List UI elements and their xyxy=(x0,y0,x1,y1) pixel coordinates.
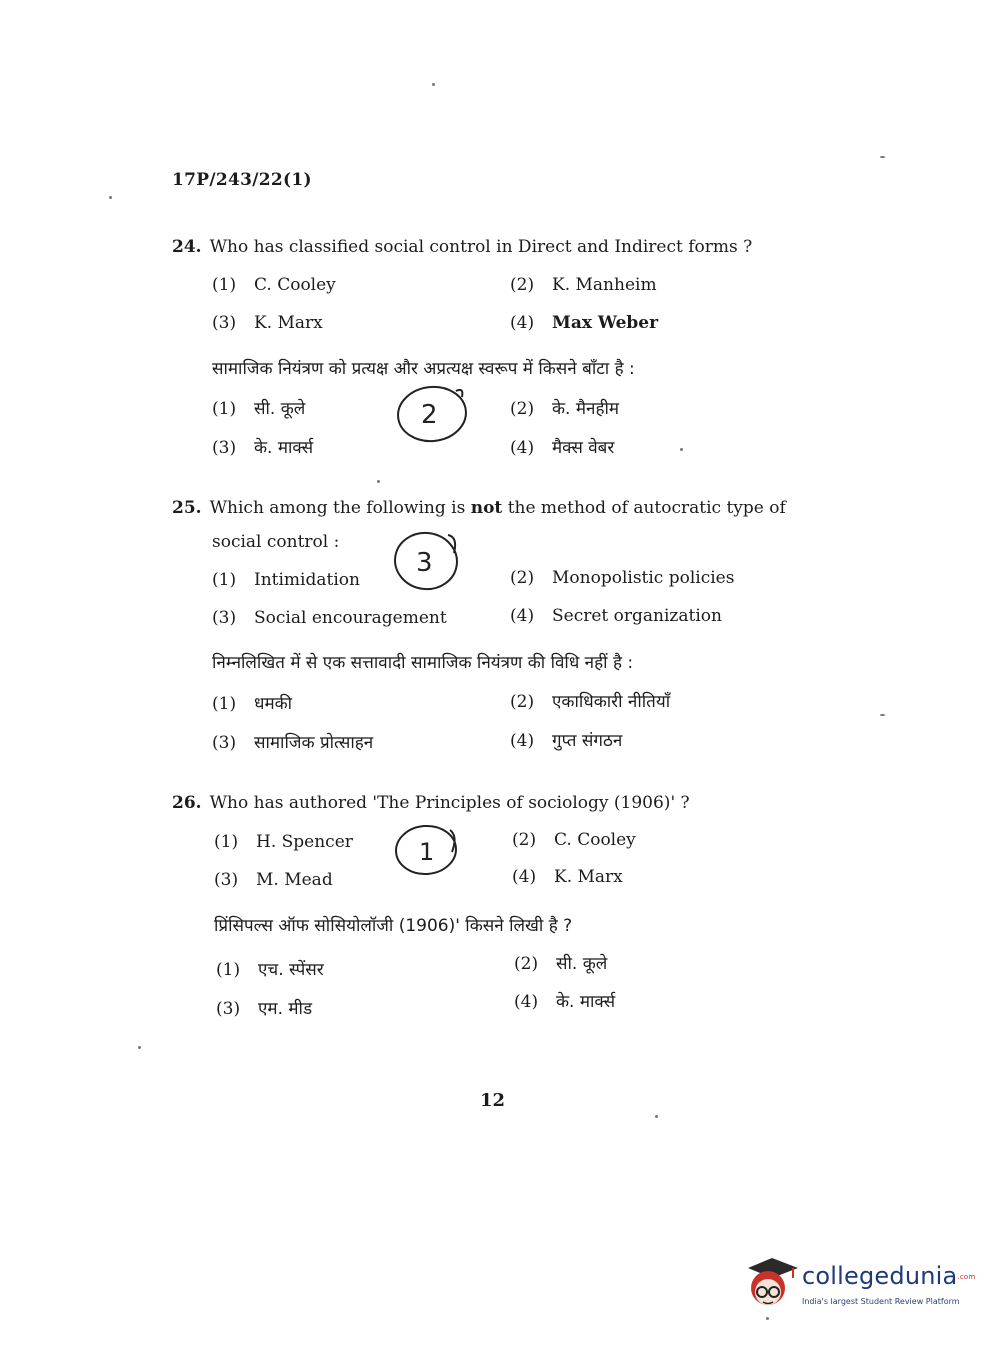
option-number: (4) xyxy=(510,606,535,626)
scan-speck xyxy=(655,1115,658,1118)
question-text: the method of autocratic type of xyxy=(507,498,786,518)
question-24-en xyxy=(172,236,752,258)
handwritten-answer-circle xyxy=(392,820,464,882)
handwritten-answer-circle xyxy=(394,383,474,445)
option-en xyxy=(214,831,353,853)
question-24-hi: सामाजिक नियंत्रण को प्रत्यक्ष और अप्रत्यक्ष स्वरूप में किसने बाँटा है : xyxy=(212,359,635,379)
scan-speck xyxy=(138,1046,141,1049)
option-text: K. Marx xyxy=(254,313,323,333)
question-text: Who has authored 'The Principles of sociology (1906)' ? xyxy=(209,793,690,813)
option-text: C. Cooley xyxy=(254,275,336,295)
option-text: एच. स्पेंसर xyxy=(258,960,324,980)
option-text: के. मार्क्स xyxy=(254,438,314,458)
question-number: 24. xyxy=(172,237,202,257)
option-number: (4) xyxy=(514,992,539,1012)
option-en xyxy=(510,312,658,334)
option-text: सी. कूले xyxy=(254,399,306,419)
option-number: (1) xyxy=(214,832,239,852)
option-number: (4) xyxy=(512,867,537,887)
option-text: मैक्स वेबर xyxy=(552,438,615,458)
option-hi xyxy=(510,398,619,420)
option-text: Secret organization xyxy=(552,606,722,626)
brand-name: collegedunia xyxy=(802,1262,958,1290)
option-number: (2) xyxy=(514,954,539,974)
option-en xyxy=(512,866,623,888)
handwritten-answer: 3 xyxy=(416,548,433,578)
question-25-hi: निम्नलिखित में से एक सत्तावादी सामाजिक नियंत्रण की विधि नहीं है : xyxy=(212,653,634,673)
option-number: (3) xyxy=(212,438,237,458)
question-26-hi: प्रिंसिपल्स ऑफ सोसियोलॉजी (1906)' किसने लिखी है ? xyxy=(214,916,573,936)
scan-speck xyxy=(377,480,380,483)
option-number: (2) xyxy=(510,568,535,588)
option-text: Social encouragement xyxy=(254,608,447,628)
option-text: धमकी xyxy=(254,694,293,714)
brand-wordmark xyxy=(802,1262,975,1290)
option-hi xyxy=(212,693,292,715)
option-en xyxy=(510,605,722,627)
option-text: Intimidation xyxy=(254,570,360,590)
option-text: M. Mead xyxy=(256,870,333,890)
option-number: (4) xyxy=(510,731,535,751)
option-hi xyxy=(514,953,607,975)
option-en xyxy=(510,274,657,296)
handwritten-answer-circle xyxy=(390,527,466,593)
option-text: K. Marx xyxy=(554,867,623,887)
option-en xyxy=(510,567,734,589)
question-emphasis: not xyxy=(470,498,503,518)
scan-speck xyxy=(880,156,885,158)
question-number: 26. xyxy=(172,793,202,813)
option-text: गुप्त संगठन xyxy=(552,731,623,751)
question-25-en xyxy=(172,497,786,519)
page-number: 12 xyxy=(480,1090,506,1111)
option-text: Monopolistic policies xyxy=(552,568,735,588)
scan-speck xyxy=(109,196,112,199)
option-number: (3) xyxy=(212,313,237,333)
scan-speck xyxy=(680,448,683,451)
option-hi xyxy=(514,991,615,1013)
option-text: Max Weber xyxy=(552,313,659,333)
option-text: के. मैनहीम xyxy=(552,399,620,419)
option-hi xyxy=(510,437,614,459)
option-hi xyxy=(216,959,324,981)
option-en xyxy=(212,607,447,629)
option-text: सामाजिक प्रोत्साहन xyxy=(254,733,374,753)
option-number: (3) xyxy=(214,870,239,890)
brand-suffix: .com xyxy=(957,1273,976,1281)
option-hi xyxy=(212,398,305,420)
option-text: एम. मीड xyxy=(258,999,313,1019)
option-number: (1) xyxy=(216,960,241,980)
option-en xyxy=(512,829,636,851)
handwritten-answer: 1 xyxy=(419,838,435,866)
option-en xyxy=(212,274,336,296)
option-number: (1) xyxy=(212,399,237,419)
option-number: (2) xyxy=(510,275,535,295)
question-text: Which among the following is xyxy=(209,498,466,518)
option-text: सी. कूले xyxy=(556,954,608,974)
question-26-en xyxy=(172,792,690,814)
option-en xyxy=(214,869,333,891)
option-hi xyxy=(510,691,670,713)
question-text: Who has classified social control in Direct and Indirect forms ? xyxy=(209,237,753,257)
option-text: K. Manheim xyxy=(552,275,657,295)
collegedunia-logo xyxy=(742,1250,976,1320)
option-hi xyxy=(510,730,622,752)
mascot-icon xyxy=(742,1252,800,1312)
option-number: (1) xyxy=(212,570,237,590)
option-number: (1) xyxy=(212,275,237,295)
option-number: (3) xyxy=(212,608,237,628)
scan-speck xyxy=(880,714,885,716)
option-text: के. मार्क्स xyxy=(556,992,616,1012)
option-en xyxy=(212,312,323,334)
option-text: C. Cooley xyxy=(554,830,636,850)
option-en xyxy=(212,569,360,591)
option-number: (1) xyxy=(212,694,237,714)
option-number: (2) xyxy=(512,830,537,850)
option-text: H. Spencer xyxy=(256,832,353,852)
question-25-en-line2: social control : xyxy=(212,532,340,552)
option-number: (4) xyxy=(510,313,535,333)
option-hi xyxy=(216,998,312,1020)
option-number: (2) xyxy=(510,692,535,712)
option-number: (2) xyxy=(510,399,535,419)
handwritten-answer: 2 xyxy=(421,400,438,430)
brand-tagline: India's largest Student Review Platform xyxy=(802,1297,960,1306)
option-number: (3) xyxy=(216,999,241,1019)
option-number: (4) xyxy=(510,438,535,458)
scan-speck xyxy=(432,83,435,86)
option-hi xyxy=(212,732,373,754)
paper-code: 17P/243/22(1) xyxy=(172,170,312,190)
option-text: एकाधिकारी नीतियाँ xyxy=(552,692,671,712)
option-hi xyxy=(212,437,313,459)
question-number: 25. xyxy=(172,498,202,518)
option-number: (3) xyxy=(212,733,237,753)
